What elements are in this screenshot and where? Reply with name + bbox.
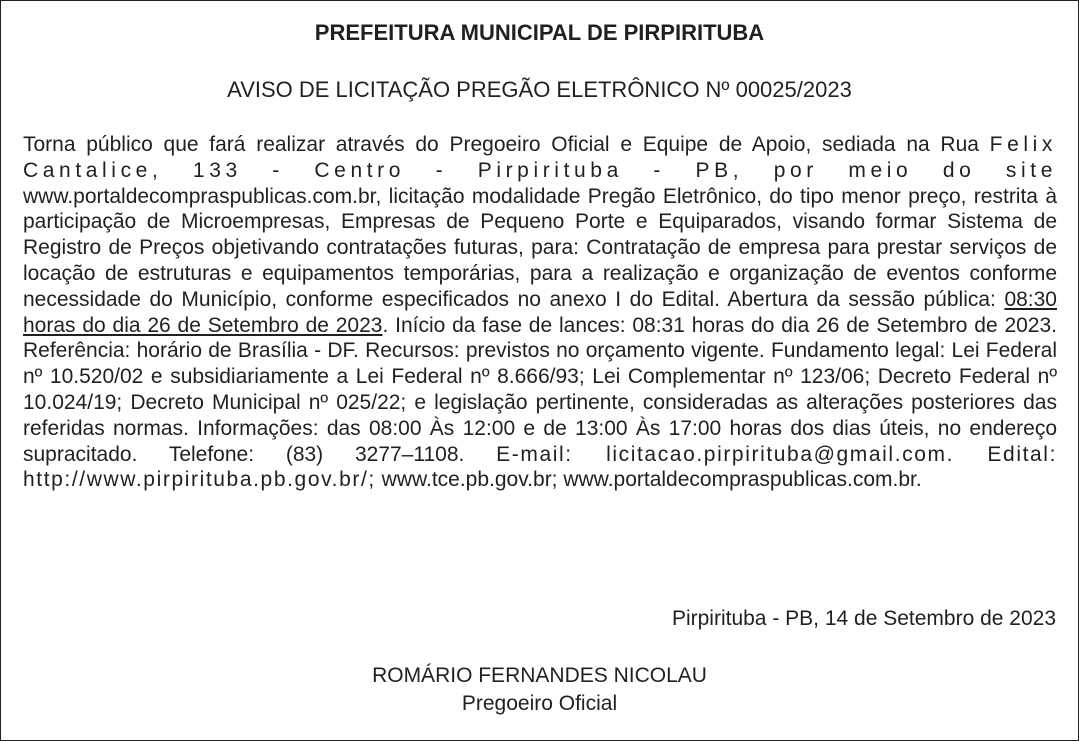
notice-title: PREFEITURA MUNICIPAL DE PIRPIRITUBA <box>314 20 765 45</box>
signer-name: ROMÁRIO FERNANDES NICOLAU <box>372 664 707 687</box>
body-address: Felix Cantalice, 133 - Centro - Pirpirituba - PB, por meio do site <box>23 133 1057 182</box>
notice-body <box>23 132 1057 493</box>
notice-subtitle: AVISO DE LICITAÇÃO PREGÃO ELETRÔNICO Nº 00025/2023 <box>227 77 852 102</box>
place-date: Pirpirituba - PB, 14 de Setembro de 2023 <box>671 607 1056 630</box>
body-details: . Início da fase de lances: 08:31 horas do dia 26 de Setembro de 2023. Referência: horário de Brasília - DF. Recursos: previstos no orçamento vigente. Fundamento legal: Lei Federal nº 10.520/02 e subsidiariamente a Lei Federal nº 8.666/93; Lei Complementar nº 123/06; Decreto Federal nº 10.024/19; Decreto Municipal nº 025/22; e legislação pertinente, consideradas as alterações posteriores das referidas normas. Informações: das 08:00 Às 12:00 e de 13:00 Às 17:00 horas dos dias úteis, no endereço supracitado. Telefone: (83) 3277–1108. <box>23 313 1058 466</box>
opening-datetime: 08:30 horas do dia 26 de Setembro de 2023 <box>23 287 1057 337</box>
body-links: www.tce.pb.gov.br; www.portaldecompraspublicas.com.br. <box>375 468 922 492</box>
body-main: www.portaldecompraspublicas.com.br, licitação modalidade Pregão Eletrônico, do tipo menor preço, restrita à participação de Microempresas, Empresas de Pequeno Porte e Equiparados, visando formar Sistema de Registro de Preços objetivando contratações futuras, para: Contratação de empresa para prestar serviços de locação de estruturas e equipamentos temporárias, para a realização e organização de eventos conforme necessidade do Município, conforme especificados no anexo I do Edital. Abertura da sessão pública: <box>23 184 1057 311</box>
body-contact: E-mail: licitacao.pirpirituba@gmail.com. Edital: http://www.pirpirituba.pb.gov.br/; <box>23 442 1057 492</box>
signature-block <box>1 662 1078 718</box>
signer-role: Pregoeiro Oficial <box>461 692 618 715</box>
body-intro: Torna público que fará realizar através do Pregoeiro Oficial e Equipe de Apoio, sediada na Rua <box>23 133 990 156</box>
